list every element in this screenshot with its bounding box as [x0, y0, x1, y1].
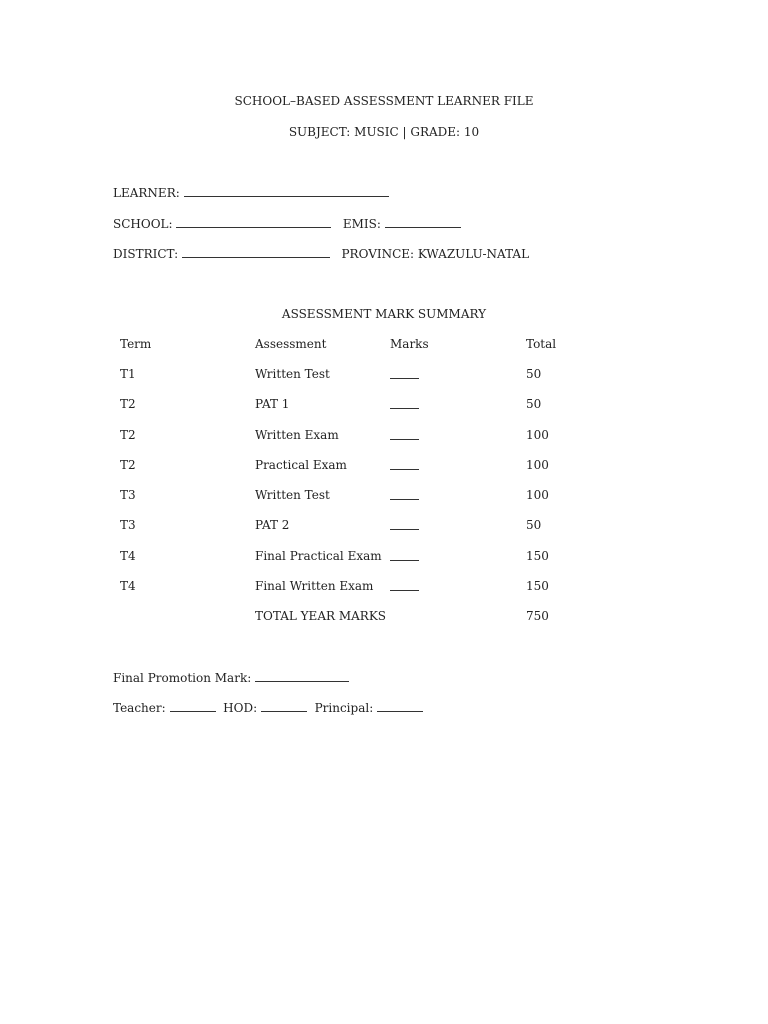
hod-label: HOD: — [223, 701, 258, 715]
row-marks-blank[interactable] — [390, 579, 419, 594]
row-assessment: Written Test — [255, 367, 330, 381]
teacher-label: Teacher: — [113, 701, 166, 715]
row-assessment: Written Exam — [255, 428, 339, 442]
school-blank[interactable] — [176, 216, 331, 228]
row-total: 150 — [526, 549, 549, 563]
row-term: T4 — [120, 579, 136, 593]
row-total: 50 — [526, 397, 542, 411]
row-total: 100 — [526, 428, 549, 442]
row-term: T3 — [120, 488, 136, 502]
summary-title: ASSESSMENT MARK SUMMARY — [281, 307, 487, 321]
document-title: SCHOOL–BASED ASSESSMENT LEARNER FILE — [234, 94, 534, 108]
document-subtitle: SUBJECT: MUSIC | GRADE: 10 — [288, 125, 480, 139]
district-label: DISTRICT: — [113, 247, 179, 261]
column-header-assessment: Assessment — [255, 337, 327, 351]
row-assessment: PAT 1 — [255, 397, 290, 411]
row-total: 100 — [526, 488, 549, 502]
row-term: T2 — [120, 397, 136, 411]
final-mark-label: Final Promotion Mark: — [113, 671, 252, 685]
learner-blank[interactable] — [184, 185, 389, 197]
school-label: SCHOOL: — [113, 217, 173, 231]
row-term: T4 — [120, 549, 136, 563]
school-line — [113, 216, 461, 231]
row-marks-blank[interactable] — [390, 488, 419, 503]
row-assessment: PAT 2 — [255, 518, 290, 532]
row-marks-blank[interactable] — [390, 458, 419, 473]
row-term: T2 — [120, 458, 136, 472]
province-label: PROVINCE: KWAZULU-NATAL — [341, 247, 530, 261]
row-total: 150 — [526, 579, 549, 593]
teacher-blank[interactable] — [170, 700, 216, 712]
row-term: T3 — [120, 518, 136, 532]
district-line — [113, 246, 529, 261]
row-total: 50 — [526, 367, 542, 381]
final-mark-blank[interactable] — [255, 670, 349, 682]
row-total: 100 — [526, 458, 549, 472]
column-header-total: Total — [526, 337, 557, 351]
row-term: T1 — [120, 367, 136, 381]
total-year-marks-value: 750 — [526, 609, 549, 623]
row-marks-blank[interactable] — [390, 397, 419, 412]
total-year-marks-label: TOTAL YEAR MARKS — [255, 609, 387, 623]
learner-label: LEARNER: — [113, 186, 180, 200]
row-marks-blank[interactable] — [390, 367, 419, 382]
emis-label: EMIS: — [342, 217, 381, 231]
row-assessment: Written Test — [255, 488, 330, 502]
row-marks-blank[interactable] — [390, 549, 419, 564]
row-marks-blank[interactable] — [390, 428, 419, 443]
row-term: T2 — [120, 428, 136, 442]
row-assessment: Final Written Exam — [255, 579, 374, 593]
row-total: 50 — [526, 518, 542, 532]
row-marks-blank[interactable] — [390, 518, 419, 533]
principal-blank[interactable] — [377, 700, 423, 712]
district-blank[interactable] — [182, 246, 330, 258]
emis-blank[interactable] — [385, 216, 461, 228]
row-assessment: Practical Exam — [255, 458, 347, 472]
column-header-marks: Marks — [390, 337, 429, 351]
learner-line — [113, 185, 389, 200]
hod-blank[interactable] — [261, 700, 307, 712]
final-mark-line — [113, 670, 349, 685]
principal-label: Principal: — [314, 701, 374, 715]
row-assessment: Final Practical Exam — [255, 549, 382, 563]
signature-line — [113, 700, 423, 715]
column-header-term: Term — [120, 337, 152, 351]
